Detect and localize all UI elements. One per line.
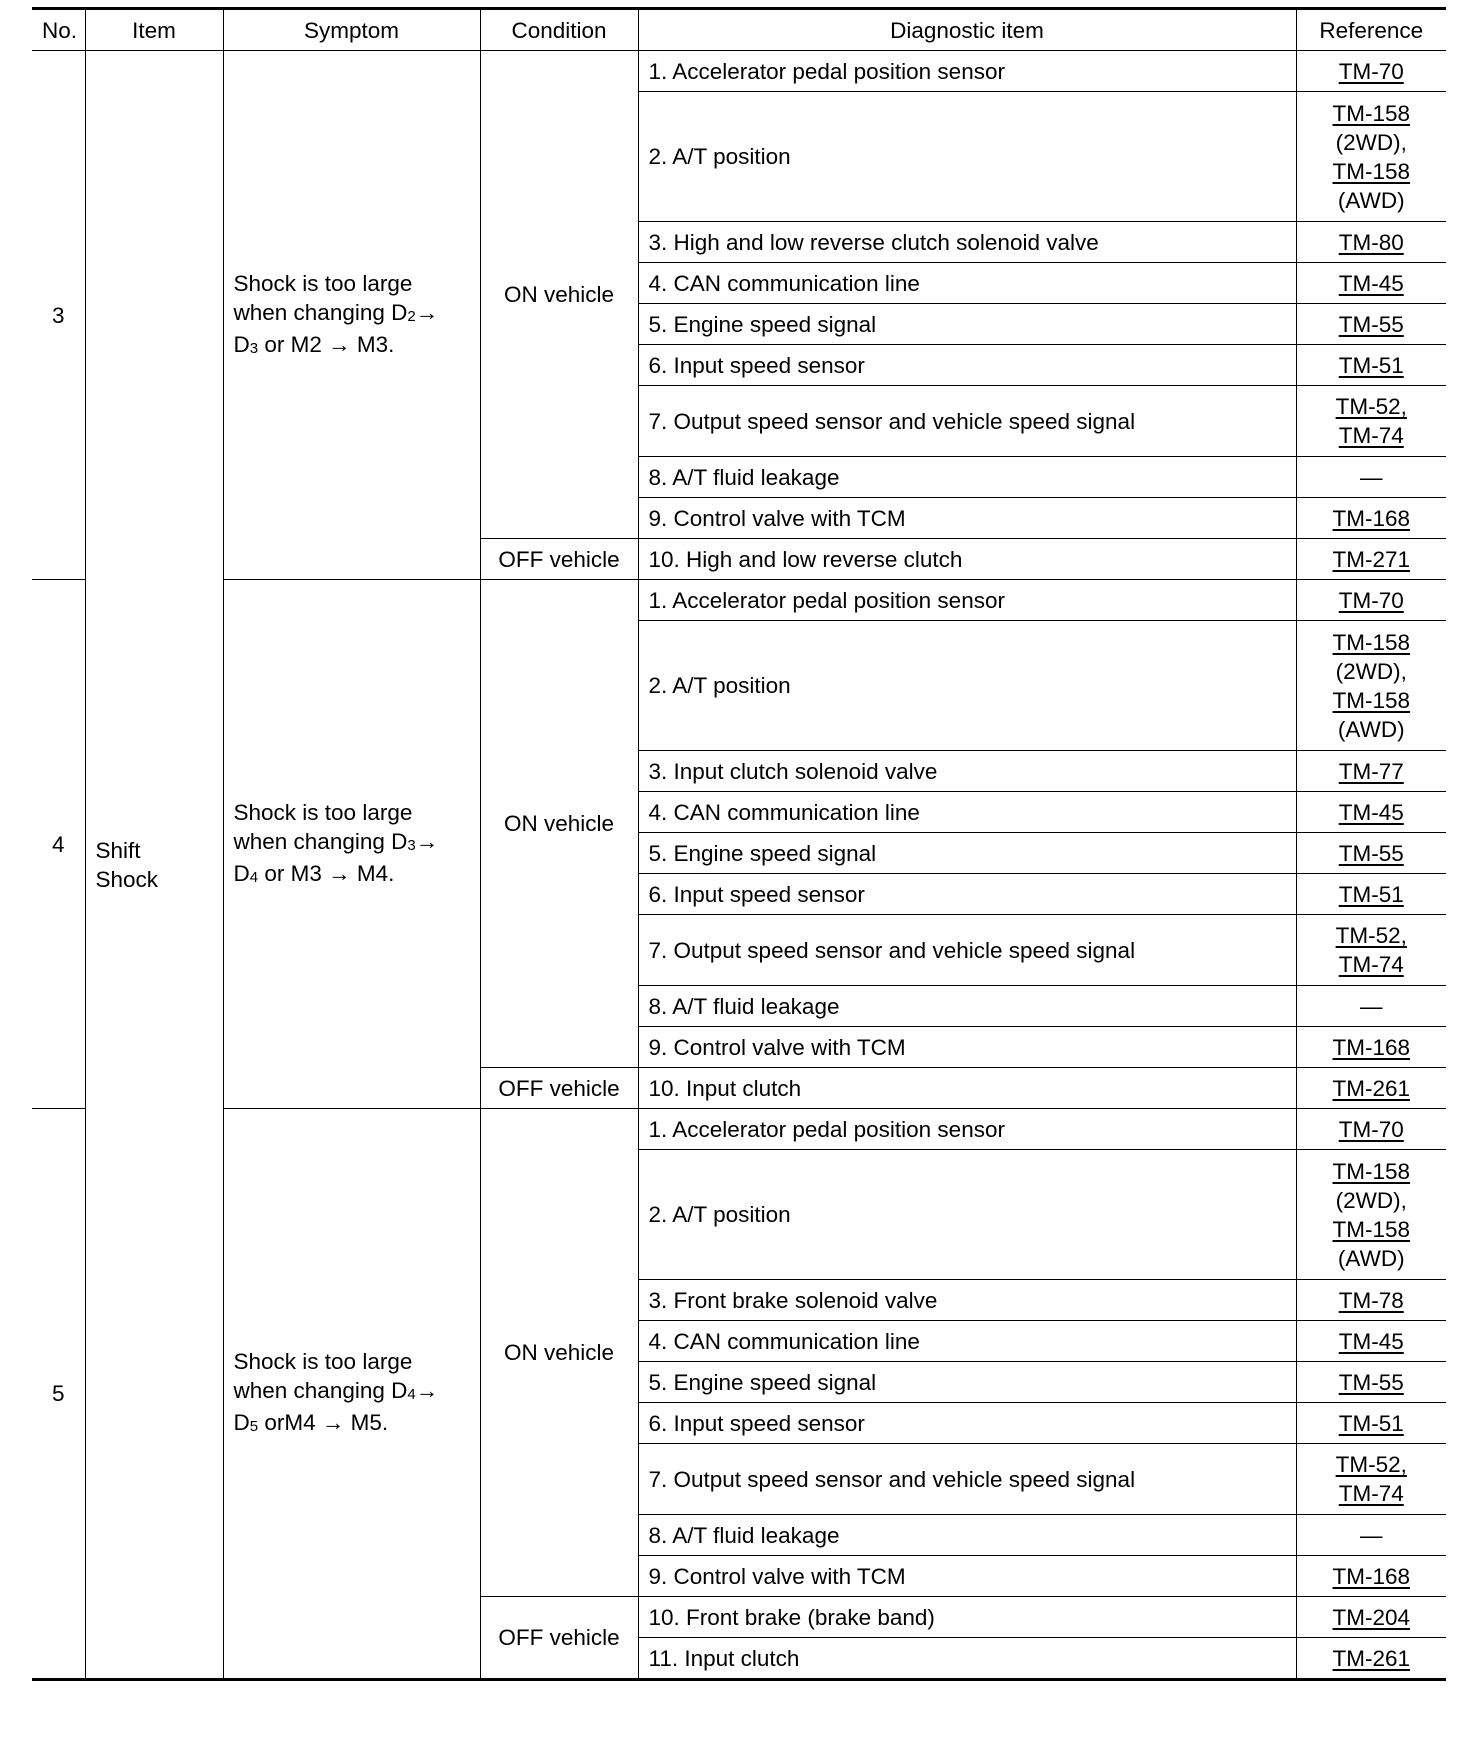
symptom-cell bbox=[223, 580, 480, 1109]
reference-note: — bbox=[1360, 464, 1383, 490]
diagnostic-item: 5. Engine speed signal bbox=[638, 304, 1296, 345]
reference-link[interactable]: TM-158 bbox=[1332, 629, 1411, 655]
reference-note: (AWD) bbox=[1337, 716, 1405, 742]
reference-cell bbox=[1296, 580, 1446, 621]
symptom-text: orM4 → M5. bbox=[258, 1410, 389, 1435]
diagnostic-item: 2. A/T position bbox=[638, 1150, 1296, 1280]
diagnostic-item: 6. Input speed sensor bbox=[638, 874, 1296, 915]
table-row bbox=[32, 51, 1446, 92]
gear-subscript: 4 bbox=[249, 868, 259, 886]
item-line-1: Shift bbox=[95, 837, 141, 863]
item-cell bbox=[85, 51, 223, 1680]
table-row bbox=[32, 580, 1446, 621]
reference-link[interactable]: TM-168 bbox=[1332, 505, 1411, 531]
diagnostic-item: 4. CAN communication line bbox=[638, 1321, 1296, 1362]
reference-link[interactable]: TM-55 bbox=[1338, 311, 1404, 337]
symptom-text: or M3 → M4. bbox=[258, 860, 395, 886]
header-condition: Condition bbox=[480, 9, 638, 51]
header-item: Item bbox=[85, 9, 223, 51]
diagnostic-item: 7. Output speed sensor and vehicle speed signal bbox=[638, 915, 1296, 986]
diagnostic-item: 9. Control valve with TCM bbox=[638, 1027, 1296, 1068]
reference-note: (AWD) bbox=[1337, 1245, 1405, 1271]
diagnostic-item: 10. Input clutch bbox=[638, 1068, 1296, 1109]
reference-cell bbox=[1296, 1068, 1446, 1109]
condition-off-vehicle: OFF vehicle bbox=[480, 1597, 638, 1680]
row-number: 3 bbox=[32, 51, 85, 580]
reference-cell bbox=[1296, 1556, 1446, 1597]
reference-link[interactable]: TM-78 bbox=[1338, 1287, 1404, 1313]
diagnostic-item: 11. Input clutch bbox=[638, 1638, 1296, 1680]
row-number: 5 bbox=[32, 1109, 85, 1680]
reference-cell bbox=[1296, 1109, 1446, 1150]
gear-subscript: 4 bbox=[407, 1386, 416, 1403]
reference-link[interactable]: TM-158 bbox=[1332, 1158, 1411, 1184]
reference-note: (2WD), bbox=[1335, 129, 1407, 155]
item-line-2: Shock bbox=[95, 866, 159, 892]
reference-link[interactable]: TM-51 bbox=[1338, 881, 1404, 907]
reference-cell bbox=[1296, 1638, 1446, 1680]
diagnostic-item: 7. Output speed sensor and vehicle speed signal bbox=[638, 386, 1296, 457]
reference-cell bbox=[1296, 1150, 1446, 1280]
symptom-line-1: Shock is too large bbox=[233, 799, 413, 825]
symptom-text: D bbox=[233, 1410, 250, 1435]
diagnostic-table bbox=[32, 7, 1446, 1681]
reference-link[interactable]: TM-168 bbox=[1332, 1034, 1411, 1060]
diagnostic-item: 2. A/T position bbox=[638, 92, 1296, 222]
arrow-text: → bbox=[415, 299, 439, 325]
diagnostic-item: 3. Input clutch solenoid valve bbox=[638, 751, 1296, 792]
reference-cell bbox=[1296, 792, 1446, 833]
header-row bbox=[32, 9, 1446, 51]
symptom-text: when changing D bbox=[233, 828, 408, 854]
reference-cell bbox=[1296, 263, 1446, 304]
reference-link[interactable]: TM-271 bbox=[1332, 546, 1411, 572]
diagnostic-item: 4. CAN communication line bbox=[638, 792, 1296, 833]
header-diagnostic-item: Diagnostic item bbox=[638, 9, 1296, 51]
symptom-line-1: Shock is too large bbox=[233, 1349, 413, 1374]
reference-cell bbox=[1296, 1515, 1446, 1556]
reference-cell bbox=[1296, 304, 1446, 345]
symptom-cell bbox=[223, 1109, 480, 1680]
reference-link[interactable]: TM-51 bbox=[1338, 352, 1404, 378]
reference-link[interactable]: TM-55 bbox=[1338, 1369, 1404, 1395]
row-number: 4 bbox=[32, 580, 85, 1109]
diagnostic-item: 1. Accelerator pedal position sensor bbox=[638, 1109, 1296, 1150]
reference-link[interactable]: TM-70 bbox=[1338, 58, 1404, 84]
diagnostic-item: 10. High and low reverse clutch bbox=[638, 539, 1296, 580]
diagnostic-item: 8. A/T fluid leakage bbox=[638, 986, 1296, 1027]
symptom-text: when changing D bbox=[233, 1378, 408, 1403]
reference-link[interactable]: TM-45 bbox=[1338, 270, 1404, 296]
reference-link[interactable]: TM-261 bbox=[1332, 1645, 1411, 1671]
reference-link[interactable]: TM-158 bbox=[1332, 158, 1411, 184]
reference-link[interactable]: TM-74 bbox=[1338, 423, 1404, 448]
reference-link[interactable]: TM-158 bbox=[1332, 100, 1411, 126]
table-row bbox=[32, 1109, 1446, 1150]
reference-link[interactable]: TM-70 bbox=[1338, 1116, 1404, 1142]
symptom-line-2 bbox=[234, 298, 470, 330]
symptom-line-1: Shock is too large bbox=[233, 270, 413, 296]
symptom-cell bbox=[223, 51, 480, 580]
diagnostic-item: 1. Accelerator pedal position sensor bbox=[638, 51, 1296, 92]
reference-link[interactable]: TM-55 bbox=[1338, 840, 1404, 866]
diagnostic-item: 5. Engine speed signal bbox=[638, 1362, 1296, 1403]
reference-cell bbox=[1296, 386, 1446, 457]
condition-on-vehicle: ON vehicle bbox=[480, 51, 638, 539]
reference-cell bbox=[1296, 915, 1446, 986]
reference-link[interactable]: TM-45 bbox=[1338, 1328, 1404, 1354]
reference-cell bbox=[1296, 874, 1446, 915]
diagnostic-item: 6. Input speed sensor bbox=[638, 345, 1296, 386]
diagnostic-item: 9. Control valve with TCM bbox=[638, 498, 1296, 539]
diagnostic-item: 8. A/T fluid leakage bbox=[638, 1515, 1296, 1556]
condition-off-vehicle: OFF vehicle bbox=[480, 539, 638, 580]
diagnostic-item: 4. CAN communication line bbox=[638, 263, 1296, 304]
reference-note: — bbox=[1360, 1522, 1383, 1548]
reference-cell bbox=[1296, 1597, 1446, 1638]
reference-cell bbox=[1296, 986, 1446, 1027]
header-reference: Reference bbox=[1296, 9, 1446, 51]
reference-link[interactable]: TM-51 bbox=[1338, 1410, 1404, 1436]
diagnostic-item: 8. A/T fluid leakage bbox=[638, 457, 1296, 498]
reference-link[interactable]: TM-158 bbox=[1332, 1216, 1411, 1242]
reference-cell bbox=[1296, 498, 1446, 539]
gear-subscript: 3 bbox=[407, 836, 416, 854]
diagnostic-item: 1. Accelerator pedal position sensor bbox=[638, 580, 1296, 621]
reference-link[interactable]: TM-74 bbox=[1338, 1481, 1404, 1506]
reference-link[interactable]: TM-80 bbox=[1338, 229, 1404, 255]
diagnostic-item: 5. Engine speed signal bbox=[638, 833, 1296, 874]
diagnostic-item: 7. Output speed sensor and vehicle speed signal bbox=[638, 1444, 1296, 1515]
reference-link[interactable]: TM-45 bbox=[1338, 799, 1404, 825]
reference-note: (2WD), bbox=[1335, 658, 1407, 684]
reference-link[interactable]: TM-74 bbox=[1338, 952, 1404, 977]
reference-link[interactable]: TM-70 bbox=[1338, 587, 1404, 613]
reference-cell bbox=[1296, 621, 1446, 751]
reference-link[interactable]: TM-52, bbox=[1335, 923, 1407, 948]
gear-subscript: 2 bbox=[407, 307, 416, 325]
reference-cell bbox=[1296, 1280, 1446, 1321]
diagnostic-item: 9. Control valve with TCM bbox=[638, 1556, 1296, 1597]
reference-cell bbox=[1296, 51, 1446, 92]
reference-cell bbox=[1296, 345, 1446, 386]
header-symptom: Symptom bbox=[223, 9, 480, 51]
reference-link[interactable]: TM-52, bbox=[1335, 1452, 1407, 1477]
symptom-text: D bbox=[233, 331, 250, 357]
reference-note: — bbox=[1360, 993, 1383, 1019]
diagnostic-item: 6. Input speed sensor bbox=[638, 1403, 1296, 1444]
reference-cell bbox=[1296, 92, 1446, 222]
symptom-line-3 bbox=[234, 330, 470, 362]
reference-cell bbox=[1296, 222, 1446, 263]
symptom-line-2 bbox=[234, 827, 470, 859]
symptom-line-2 bbox=[234, 1376, 470, 1408]
arrow-text: → bbox=[415, 1378, 439, 1403]
reference-cell bbox=[1296, 1403, 1446, 1444]
diagnostic-item: 10. Front brake (brake band) bbox=[638, 1597, 1296, 1638]
symptom-text: or M2 → M3. bbox=[258, 331, 395, 357]
diagnostic-item: 3. Front brake solenoid valve bbox=[638, 1280, 1296, 1321]
header-no: No. bbox=[32, 9, 85, 51]
diagnostic-item: 2. A/T position bbox=[638, 621, 1296, 751]
reference-cell bbox=[1296, 751, 1446, 792]
symptom-text: D bbox=[233, 860, 250, 886]
gear-subscript: 3 bbox=[249, 339, 259, 357]
reference-note: (2WD), bbox=[1335, 1187, 1407, 1213]
condition-on-vehicle: ON vehicle bbox=[480, 1109, 638, 1597]
arrow-text: → bbox=[415, 828, 439, 854]
reference-note: (AWD) bbox=[1337, 187, 1405, 213]
reference-cell bbox=[1296, 833, 1446, 874]
reference-cell bbox=[1296, 1362, 1446, 1403]
reference-cell bbox=[1296, 1027, 1446, 1068]
gear-subscript: 5 bbox=[249, 1418, 259, 1435]
symptom-line-3 bbox=[234, 1408, 470, 1440]
reference-link[interactable]: TM-158 bbox=[1332, 687, 1411, 713]
condition-on-vehicle: ON vehicle bbox=[480, 580, 638, 1068]
reference-link[interactable]: TM-77 bbox=[1338, 758, 1404, 784]
symptom-line-3 bbox=[234, 859, 470, 891]
reference-link[interactable]: TM-52, bbox=[1335, 394, 1407, 419]
reference-link[interactable]: TM-168 bbox=[1332, 1563, 1411, 1589]
symptom-text: when changing D bbox=[233, 299, 408, 325]
reference-cell bbox=[1296, 1321, 1446, 1362]
reference-cell bbox=[1296, 457, 1446, 498]
reference-cell bbox=[1296, 539, 1446, 580]
diagnostic-item: 3. High and low reverse clutch solenoid valve bbox=[638, 222, 1296, 263]
reference-cell bbox=[1296, 1444, 1446, 1515]
reference-link[interactable]: TM-261 bbox=[1332, 1075, 1411, 1101]
condition-off-vehicle: OFF vehicle bbox=[480, 1068, 638, 1109]
reference-link[interactable]: TM-204 bbox=[1332, 1604, 1411, 1630]
